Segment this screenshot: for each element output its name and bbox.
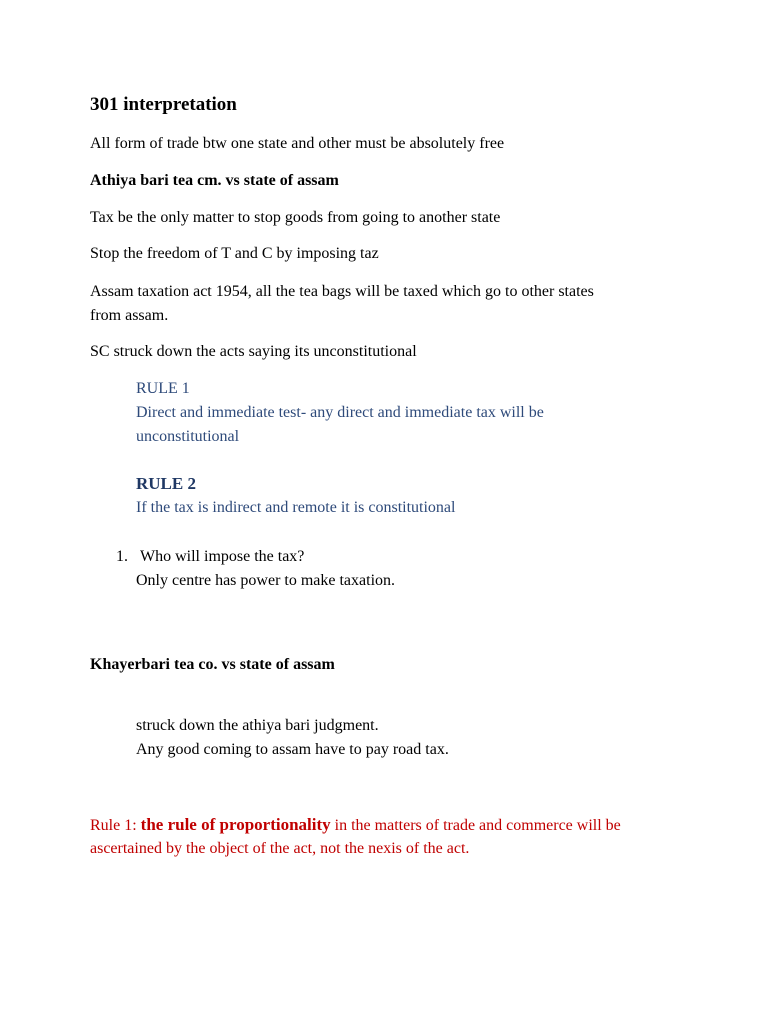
rule1-text-line2: unconstitutional	[136, 428, 240, 445]
paragraph-sc-struck-down: SC struck down the acts saying its unconstitutional	[90, 343, 417, 360]
list-number: 1.	[116, 548, 128, 565]
red-rule-bold-term: the rule of proportionality	[140, 815, 331, 834]
red-rule-line2: ascertained by the object of the act, not the nexis of the act.	[90, 840, 470, 857]
paragraph-tax-matter: Tax be the only matter to stop goods from going to another state	[90, 209, 501, 226]
list-item-question: Who will impose the tax?	[140, 548, 305, 565]
red-rule-suffix: in the matters of trade and commerce will be	[330, 817, 621, 834]
rule1-text-line1: Direct and immediate test- any direct and immediate tax will be	[136, 404, 544, 421]
rule2-text: If the tax is indirect and remote it is constitutional	[136, 499, 456, 516]
red-rule-line1	[90, 813, 621, 838]
paragraph-trade-free: All form of trade btw one state and other must be absolutely free	[90, 135, 505, 152]
rule1-heading: RULE 1	[136, 380, 190, 397]
list-item-answer: Only centre has power to make taxation.	[136, 572, 396, 589]
paragraph-road-tax: Any good coming to assam have to pay road tax.	[136, 741, 449, 758]
paragraph-stop-freedom: Stop the freedom of T and C by imposing taz	[90, 245, 379, 262]
paragraph-assam-act-line2: from assam.	[90, 307, 169, 324]
case-heading-athiya-bari: Athiya bari tea cm. vs state of assam	[90, 172, 339, 189]
page-title: 301 interpretation	[90, 94, 237, 115]
rule2-heading: RULE 2	[136, 474, 196, 493]
paragraph-assam-act-line1: Assam taxation act 1954, all the tea bags will be taxed which go to other states	[90, 283, 594, 300]
red-rule-prefix: Rule 1:	[90, 817, 141, 834]
case-heading-khayerbari: Khayerbari tea co. vs state of assam	[90, 656, 335, 673]
paragraph-struck-down-judgment: struck down the athiya bari judgment.	[136, 717, 379, 734]
